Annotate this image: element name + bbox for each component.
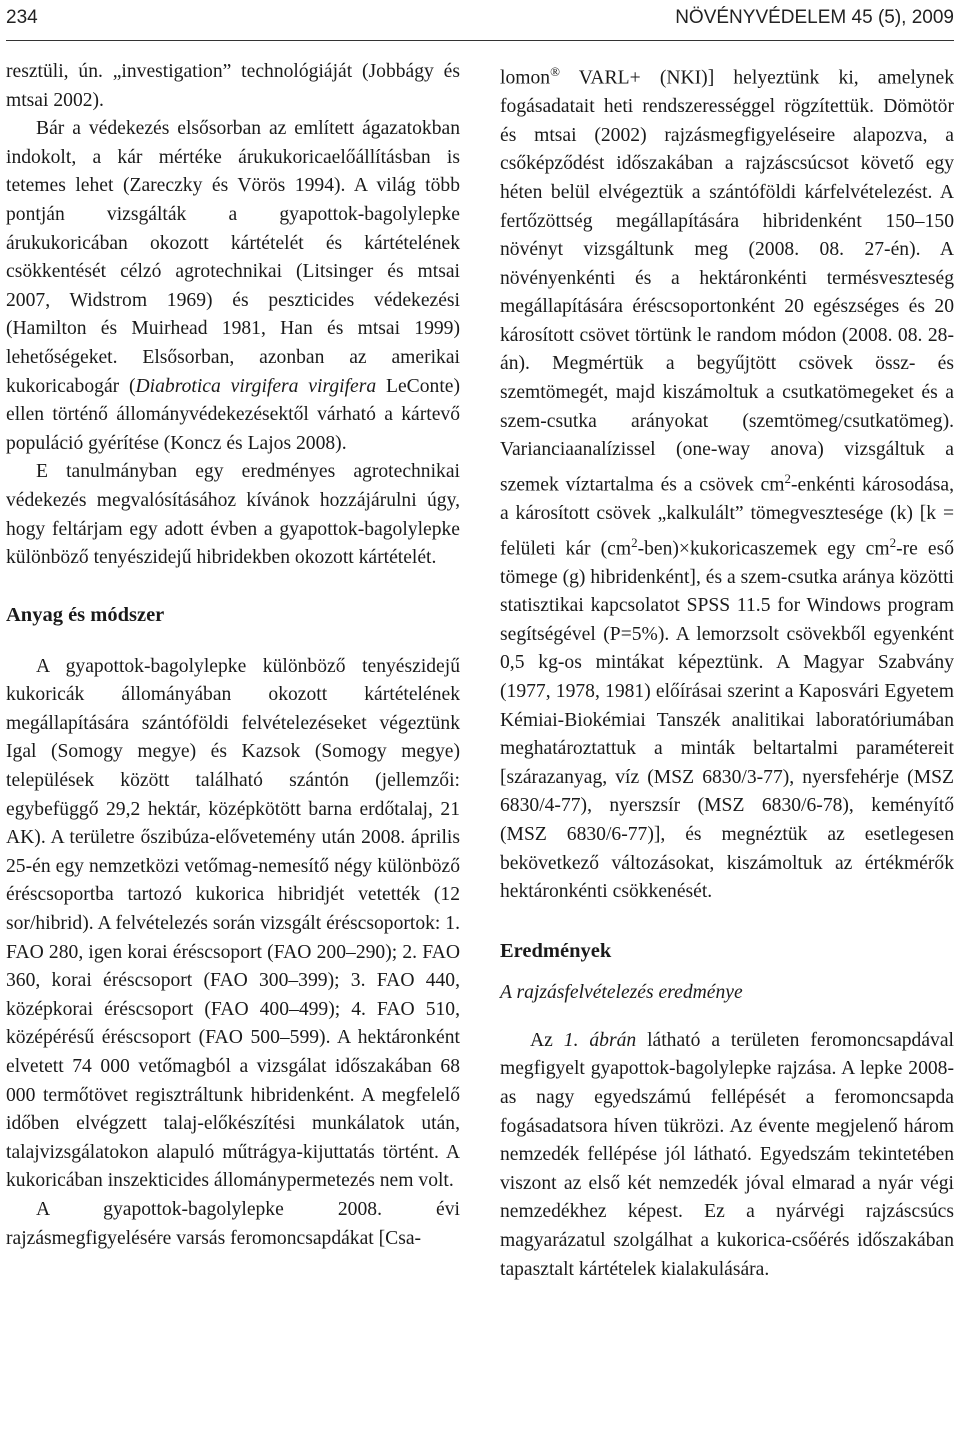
page-number: 234 — [6, 7, 38, 28]
running-header — [6, 0, 954, 41]
section-heading-methods: Anyag és módszer — [6, 603, 165, 626]
species-name: Diabrotica virgifera virgifera — [135, 375, 377, 397]
figure-reference: 1. ábrán — [563, 1029, 637, 1051]
section-heading-results: Eredmények — [500, 939, 612, 962]
paragraph: resztüli, ún. „investigation” technológiáját (Jobbágy és mtsai 2002). — [6, 61, 460, 111]
paragraph: E tanulmányban egy eredményes agrotechnikai védekezés megvalósításához kívánok hozzájárulni úgy, hogy feltárjam egy adott évben a gyapottok-bagolylepke különböző tenyészidejű hibridekben okozott kártételét. — [6, 461, 460, 569]
journal-title: NÖVÉNYVÉDELEM 45 (5), 2009 — [675, 7, 954, 28]
subsection-heading: A rajzásfelvételezés eredménye — [500, 981, 743, 1003]
registered-mark: ® — [550, 64, 560, 79]
left-column — [6, 58, 460, 1253]
paragraph: lomon® VARL+ (NKI)] helyeztünk ki, amelynek fogásadatait heti rendszerességgel rögzítettük. Dömötör és mtsai (2002) rajzásmegfigyeléseire alapozva, a csőképződést időszakában a rajzáscsúcsot követő egy héten belül elvégeztük a szántóföldi kárfelvételezést. A fertőzöttség megállapítására hibridenként 150–150 növényt vizsgáltunk meg (2008. 08. 27-én). A növényenkénti és a hektáronkénti termésveszteség megállapítására éréscsoportonként 20 egészséges és 20 károsított csövet törtünk le random módon (2008. 08. 28-án). Megmértük a begyűjtött csövek össz- és szemtömegét, majd kiszámoltuk a csutkatömegeket és a szem-csutka arányokat (szemtömeg/csutkatömeg). Varianciaanalízissel (one-way anova) vizsgáltuk a szemek víztartalma és a csövek $cm^2$-enkénti károsodása, a károsított csövek „kalkulált” tömegvesztesége (k) [k = felületi kár $(cm^2-ben)\times kukoricaszemek$ egy $cm^2-re$ eső tömege (g) hibridenként], és a szem-csutka aránya közötti statisztikai kapcsolatot SPSS 11.5 for Windows program segítségével (P=5%). A lemorzsolt csövekből egyenként 0,5 kg-os mintákat képeztünk. A Magyar Szabvány (1977, 1978, 1981) előírásai szerint a Kaposvári Egyetem Kémiai-Biokémiai Tanszék analitikai laboratóriumában meghatároztattuk a minták beltartalmi paramétereit [szárazanyag, víz (MSZ 6830/3-77), nyersfehérje (MSZ 6830/4-77), nyerszsír (MSZ 6830/6-78), keményítő (MSZ 6830/6-77)], és megnéztük az esetlegesen bekövetkező változásokat, kiszámoltuk az értékmérők hektáronkénti csökkenését. — [500, 64, 954, 903]
paragraph: Bár a védekezés elsősorban az említett ágazatokban indokolt, a kár mértéke árukukoricaelőállításban is tetemes lehet (Zareczky és Vörös 1994). A világ több pontján vizsgálták a gyapottok-bagolylepke árukukoricában okozott kártételét és kártételének csökkentését célzó agrotechnikai (Litsinger és mtsai 2007, Widstrom 1969) és peszticides védekezési (Hamilton és Muirhead 1981, Han és mtsai 1999) lehetőségeket. Elsősorban, azonban az amerikai kukoricabogár (Diabrotica virgifera virgifera LeConte) ellen történő állományvédekezésektől várható a kártevő populáció gyérítése (Koncz és Lajos 2008). — [6, 118, 460, 454]
paragraph: A gyapottok-bagolylepke 2008. évi rajzásmegfigyelésére varsás feromoncsapdákat [Csa- — [6, 1198, 460, 1249]
paragraph: Az 1. ábrán látható a területen feromoncsapdával megfigyelt gyapottok-bagolylepke rajzása. A lepke 2008-as nagy egyedszámú fellépését a feromoncsapda fogásadatsora híven tükrözi. Az évente megjelenő három nemzedék fellépése jól látható. Egyedszám tekintetében viszont az első két nemzedék jóval elmarad a nyár végi nemzedékhez képest. Ez a nyárvégi rajzáscsúcs magyarázatul szolgálhat a kukorica-csőérés időszakában tapasztalt kártételek kialakulására. — [500, 1029, 954, 1280]
paragraph: A gyapottok-bagolylepke különböző tenyészidejű kukoricák állományában okozott kártételének megállapítására szántóföldi felvételezéseket végeztünk Igal (Somogy megye) és Kazsok (Somogy megye) települések között található szántón (jellemzői: egybefüggő 29,2 hektár, középkötött barna erdőtalaj, 21 AK). A területre őszibúza-elővetemény után 2008. április 25-én egy nemzetközi vetőmag-nemesítő négy különböző éréscsoportba tartozó kukorica hibridjét vetették (12 sor/hibrid). A felvételezés során vizsgált éréscsoportok: 1. FAO 280, igen korai éréscsoport (FAO 200–290); 2. FAO 360, korai éréscsoport (FAO 300–399); 3. FAO 440, középkorai éréscsoport (FAO 400–499); 4. FAO 510, középérésű éréscsoport (FAO 500–599). A hektáronként elvetett 74 000 vetőmagból a vizsgálat időszakában 68 000 termőtövet regisztráltunk hibridenként. A megfelelő időben elvégzett talaj-előkészítési munkálatok után, talajvizsgálatokon alapuló műtrágya-kijuttatás történt. A kukoricában inszekticides állománypermetezés nem volt. — [6, 655, 460, 1192]
right-column — [500, 58, 954, 1284]
